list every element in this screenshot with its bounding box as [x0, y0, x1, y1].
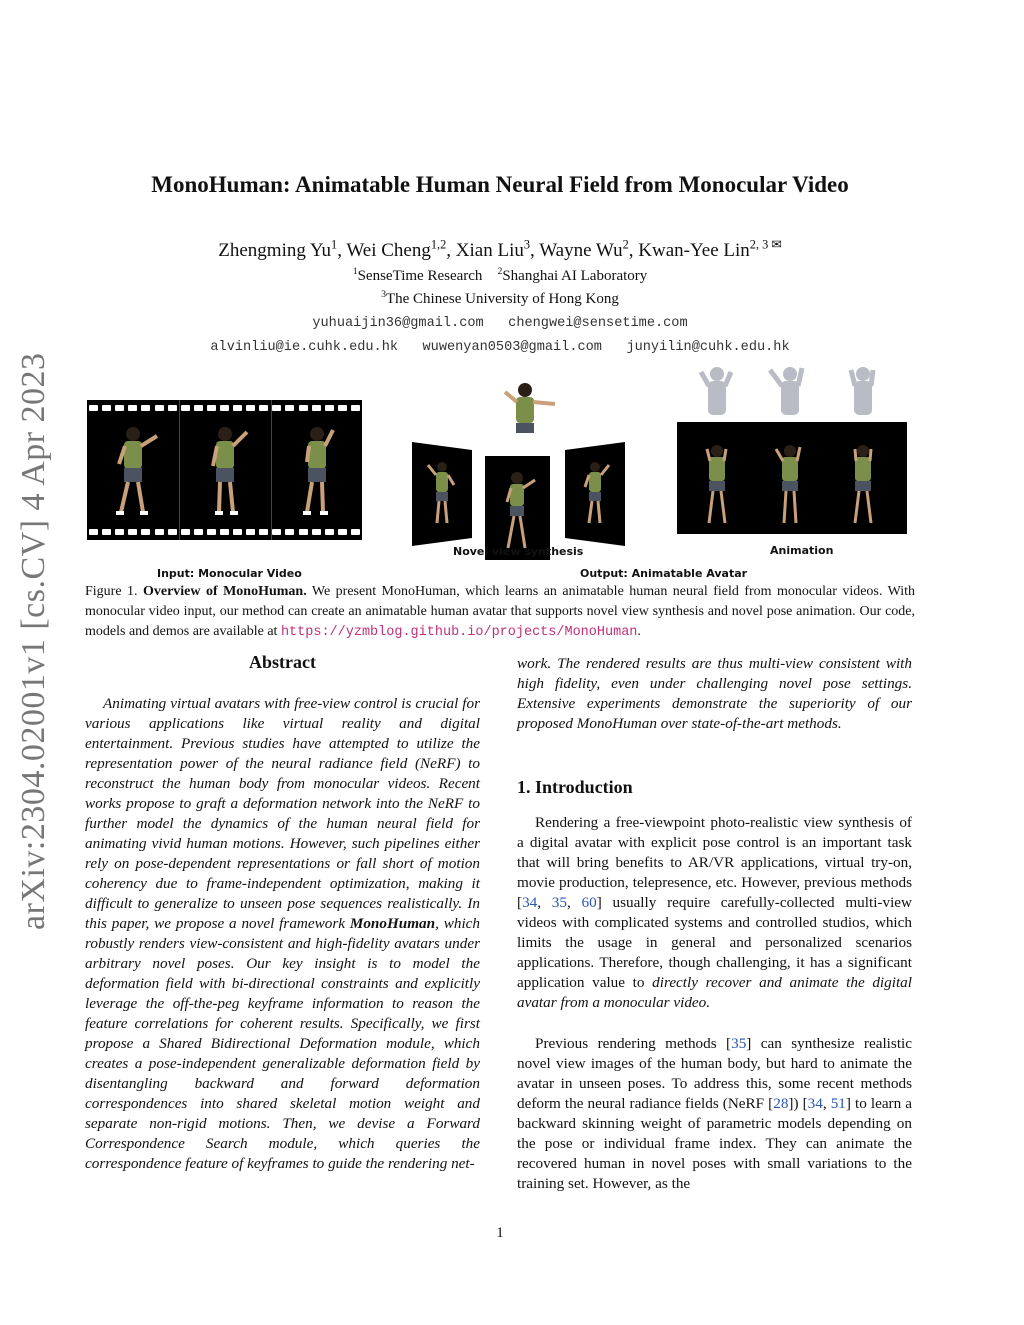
affil-sup: 3: [381, 289, 386, 300]
abstract-continued: work. The rendered results are thus multi-view consistent with high fidelity, even under challenging novel pose settings. Extensive experiments demonstrate the superiority of our proposed MonoHuman over state-of-the-art methods.: [517, 655, 912, 732]
citation[interactable]: 28: [773, 1095, 789, 1112]
affiliation-line-1: [0, 268, 1000, 285]
pose-mesh-figures: [701, 367, 873, 415]
affil-sup: 1: [352, 266, 358, 277]
abstract-text: , which robustly renders view-consistent and high-fidelity avatars under arbitrary novel poses. Our key insight is to model the deformation field with bi-directional constraints and explicitly leverage the off-the-peg keyframe information to reason the feature correlations for coherent results. Specifically, we first propose a Shared Bidirectional Deformation module, which creates a pose-independent generalizable deformation field by disentangling backward and forward deformation correspondences into shared skeletal motion weight and separate non-rigid motions. Then, we devise a Forward Correspondence Search module, which queries the correspondence feature of keyframes to guide the rendering net-: [85, 915, 480, 1172]
arxiv-stamp: arXiv:2304.02001v1 [cs.CV] 4 Apr 2023: [15, 352, 52, 930]
label-animation: Animation: [770, 544, 834, 557]
email: junyilin@cuhk.edu.hk: [626, 340, 790, 355]
intro-text: ]) [: [788, 1095, 808, 1112]
citation[interactable]: 35: [731, 1035, 747, 1052]
email-line-1: [0, 316, 1000, 331]
affiliation: SenseTime Research: [357, 268, 483, 284]
email: yuhuaijin36@gmail.com: [312, 316, 484, 331]
affiliation: The Chinese University of Hong Kong: [385, 291, 619, 307]
author-name: Xian Liu: [455, 240, 524, 261]
affiliation-line-2: [0, 291, 1000, 308]
intro-text: Previous rendering methods [: [535, 1035, 732, 1052]
citation[interactable]: 51: [830, 1095, 846, 1112]
intro-paragraph-1: Rendering a free-viewpoint photo-realistic view synthesis of a digital avatar with explicit pose control is an important task that will bring benefits to AR/VR applications, virtual try-on, movie production, telepresence, etc. However, previous methods [34, 35, 60] usually require carefully-collected multi-view videos with complicated systems and controlled studios, which limits the usage in general and personalized scenarios applications. Therefore, though challenging, it has a significant application value to directly recover and animate the digital avatar from a monocular video.: [517, 814, 913, 1011]
page-number: 1: [496, 1225, 504, 1241]
human-figure-icon: [116, 427, 157, 515]
intro-text: Rendering a free-viewpoint photo-realistic view synthesis of a digital avatar with explicit pose control is an important task that will bring benefits to AR/VR applications, virtual try-on, movie production, telepresence, etc. However, previous methods [: [517, 814, 912, 911]
intro-heading: 1. Introduction: [517, 777, 633, 797]
citation[interactable]: 34: [522, 894, 538, 911]
author-affil-sup: 2: [622, 237, 629, 252]
citation[interactable]: 34: [807, 1095, 823, 1112]
author-affil-sup: 3: [523, 237, 531, 252]
mail-icon: ✉: [771, 237, 782, 252]
abstract-text: Animating virtual avatars with free-view control is crucial for various applications like virtual reality and digital entertainment. Previous studies have attempted to utilize the representation power of the neural radiance field (NeRF) to reconstruct the human body from monocular videos. Recent works propose to graft a deformation network into the NeRF to further model the dynamics of the human neural field for animating vivid human motions. However, such pipelines either rely on pose-dependent representations or fall short of motion coherency due to frame-independent optimization, making it difficult to generalize to unseen pose sequences realistically. In this paper, we propose a novel framework: [85, 695, 480, 932]
abstract-body: [85, 694, 480, 1174]
figure-1: [85, 360, 925, 580]
paper-title: MonoHuman: Animatable Human Neural Field from Monocular Video: [151, 172, 849, 197]
author-name: Wayne Wu: [539, 240, 623, 261]
caption-prefix: Figure 1.: [85, 584, 138, 599]
caption-bold: Overview of MonoHuman.: [142, 584, 307, 599]
author-name: Kwan-Yee Lin: [638, 240, 750, 261]
author-affil-sup: 2, 3: [749, 237, 769, 252]
author-name: Zhengming Yu: [218, 240, 332, 261]
email: alvinliu@ie.cuhk.edu.hk: [210, 340, 399, 355]
citation[interactable]: 60: [581, 894, 597, 911]
email: wuwenyan0503@gmail.com: [422, 340, 602, 355]
label-novel-view: Novel view synthesis: [453, 545, 584, 558]
novel-view-panels: [410, 380, 640, 565]
affil-sup: 2: [497, 266, 503, 277]
film-figures: [87, 400, 362, 540]
intro-text: ] can synthesize realistic novel view images of the human body, but hard to animate the avatar in unseen poses. To address this, some recent methods deform the neural radiance fields (NeRF [: [517, 1035, 912, 1112]
human-figure-icon: [303, 427, 333, 515]
email: chengwei@sensetime.com: [508, 316, 688, 331]
intro-emphasis: directly recover and animate the digital avatar from a monocular video.: [517, 974, 912, 1011]
author-list: Zhengming Yu$^1$, Wei Cheng$^{1,2}$, Xian Liu$^3$, Wayne Wu$^2$, Kwan-Yee Lin$^{2, 3 ✉}$: [218, 237, 782, 261]
method-name: MonoHuman: [349, 915, 436, 932]
caption-text: We present MonoHuman, which learns an animatable human neural field from monocular videos. With monocular video input, our method can create an animatable human avatar that supports novel view synthesis and novel pose animation. Our code, models and demos are available at: [85, 584, 916, 639]
intro-paragraph-2: Previous rendering methods [35] can synthesize realistic novel view images of the human body, but hard to animate the avatar in unseen poses. To address this, some recent methods deform the neural radiance fields (NeRF [28]) [34, 51] to learn a backward skinning weight of parametric models depending on the pose or individual frame index. They can animate the recovered human in novel poses with small variations to the training set. However, as the: [517, 1035, 913, 1192]
film-strip: [87, 400, 362, 540]
affiliation: Shanghai AI Laboratory: [502, 268, 648, 284]
author-affil-sup: 1: [331, 237, 338, 252]
project-link[interactable]: https://yzmblog.github.io/projects/MonoHuman: [280, 625, 638, 640]
animation-panel: [675, 362, 907, 540]
intro-text: ] usually require carefully-collected multi-view videos with complicated systems and controlled studios, which limits the usage in general and personalized scenarios applications. Therefore, though challenging, it has a significant application value to: [517, 894, 913, 991]
label-output: Output: Animatable Avatar: [580, 567, 748, 580]
abstract-heading: Abstract: [249, 652, 316, 672]
email-line-2: [0, 340, 1000, 355]
author-name: Wei Cheng: [346, 240, 431, 261]
human-figure-icon: [213, 427, 247, 515]
caption-end: .: [637, 624, 641, 639]
intro-text: ] to learn a backward skinning weight of parametric models depending on the pose or individual frame index. They can animate the recovered human in novel poses with small variations to the training set. However, as the: [517, 1095, 913, 1192]
citation[interactable]: 35: [551, 894, 567, 911]
author-affil-sup: 1,2: [430, 237, 447, 252]
figure-caption: [85, 582, 915, 643]
label-input: Input: Monocular Video: [157, 567, 302, 580]
floating-human-figure: [505, 383, 555, 433]
